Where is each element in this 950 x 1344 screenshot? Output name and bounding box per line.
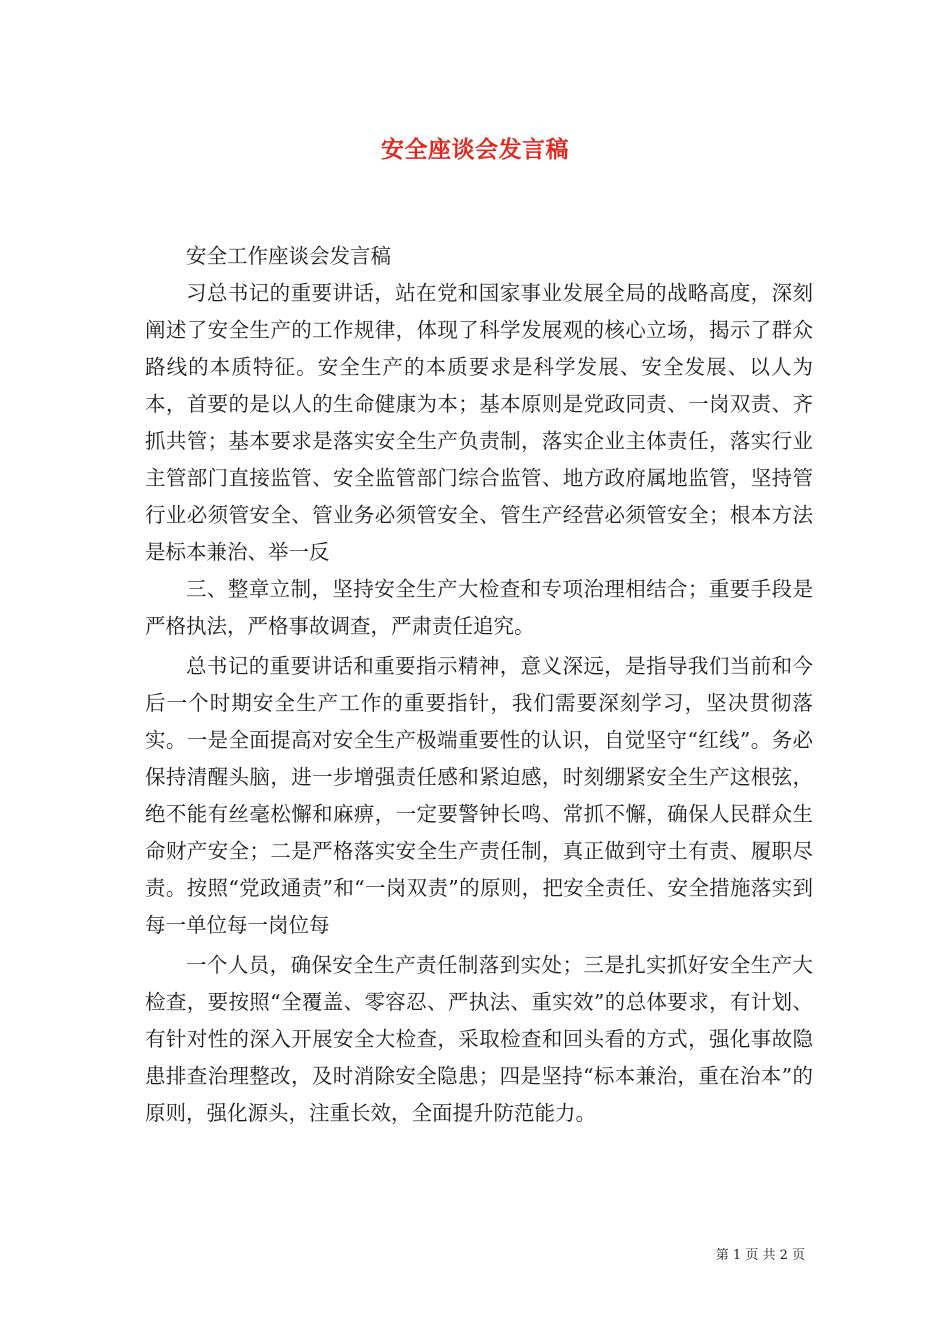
page-number-footer: 第 1 页 共 2 页 xyxy=(715,1248,805,1263)
paragraph-4: 一个人员，确保安全生产责任制落到实处；三是扎实抓好安全生产大检查，要按照“全覆盖、零容忍、严执法、重实效”的总体要求，有计划、有针对性的深入开展安全大检查，采取检查和回头看的方式，强化事故隐患排查治理整改，及时消除安全隐患；四是坚持“标本兼治，重在治本”的原则，强化源头，注重长效，全面提升防范能力。 xyxy=(145,953,813,1125)
document-title: 安全座谈会发言稿 xyxy=(381,136,569,163)
paragraph-subtitle: 安全工作座谈会发言稿 xyxy=(186,244,391,268)
document-body xyxy=(145,238,813,1132)
paragraph-3: 总书记的重要讲话和重要指示精神，意义深远，是指导我们当前和今后一个时期安全生产工作的重要指针，我们需要深刻学习，坚决贯彻落实。一是全面提高对安全生产极端重要性的认识，自觉坚守“红线”。务必保持清醒头脑，进一步增强责任感和紧迫感，时刻绷紧安全生产这根弦，绝不能有丝毫松懈和麻痹，一定要警钟长鸣、常抓不懈，确保人民群众生命财产安全；二是严格落实安全生产责任制，真正做到守土有责、履职尽责。按照“党政通责”和“一岗双责”的原则，把安全责任、安全措施落实到每一单位每一岗位每 xyxy=(145,654,813,937)
paragraph-2: 三、整章立制，坚持安全生产大检查和专项治理相结合；重要手段是严格执法，严格事故调查，严肃责任追究。 xyxy=(145,577,813,638)
paragraph-1: 习总书记的重要讲话，站在党和国家事业发展全局的战略高度，深刻阐述了安全生产的工作规律，体现了科学发展观的核心立场，揭示了群众路线的本质特征。安全生产的本质要求是科学发展、安全发展、以人为本，首要的是以人的生命健康为本；基本原则是党政同责、一岗双责、齐抓共管；基本要求是落实安全生产负责制，落实企业主体责任，落实行业主管部门直接监管、安全监管部门综合监管、地方政府属地监管，坚持管行业必须管安全、管业务必须管安全、管生产经营必须管安全；根本方法是标本兼治、举一反 xyxy=(145,281,813,564)
